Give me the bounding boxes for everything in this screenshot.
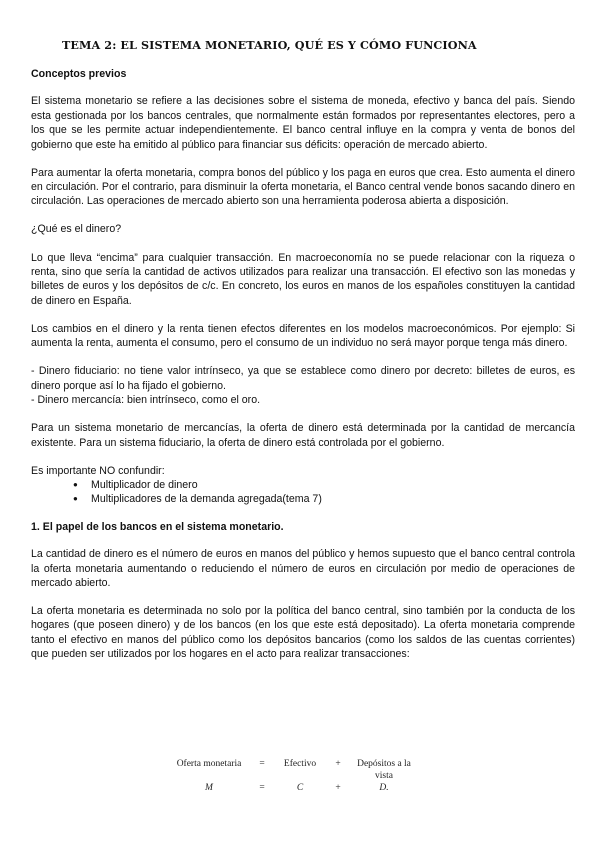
commodity-money-line: - Dinero mercancía: bien intrínseco, como el oro. bbox=[31, 393, 261, 406]
paragraph-2: Para aumentar la oferta monetaria, compra bonos del público y los paga en euros que crea. Esto aumenta el dinero en circulación. Por el contrario, para disminuir la oferta monetaria, el Banco central vende bonos sacando dinero en circulación. Las operaciones de mercado abierto son una herramienta poderosa abierta a disposición. bbox=[31, 166, 575, 208]
formula-symbol: C bbox=[296, 783, 304, 793]
question-heading: ¿Qué es el dinero? bbox=[31, 223, 122, 236]
list-item: ● Multiplicador de dinero bbox=[91, 478, 575, 492]
paragraph-1: El sistema monetario se refiere a las decisiones sobre el sistema de moneda, efectivo y banca del país. Siendo esta gestionada por los bancos centrales, que normalmente están formados por representantes electores, pero a los que se les permite actuar independientemente. El banco central influye en la compra y venta de bonos del gobierno que este ha emitido al público para financiar sus déficits: operación de mercado abierto. bbox=[31, 95, 575, 151]
paragraph-4: Los cambios en el dinero y la renta tienen efectos diferentes en los modelos macroeconómicos. Por ejemplo: Si aumenta la renta, aumenta el consumo, pero el consumo de un individuo no será mayor porque tenga más dinero. bbox=[31, 322, 575, 350]
bullet-list bbox=[31, 478, 575, 507]
formula-row-words bbox=[168, 758, 418, 782]
formula-operator: + bbox=[335, 759, 341, 769]
formula-operator: + bbox=[335, 783, 341, 793]
formula-term: Depósitos a la vista bbox=[357, 759, 411, 781]
important-intro: Es importante NO confundir: bbox=[31, 464, 165, 477]
formula-operator: = bbox=[259, 783, 265, 793]
formula-term: Efectivo bbox=[283, 759, 317, 769]
document-body bbox=[31, 67, 575, 675]
document-title: TEMA 2: EL SISTEMA MONETARIO, QUÉ ES Y CÓMO FUNCIONA bbox=[62, 38, 477, 52]
paragraph-7: La oferta monetaria es determinada no solo por la política del banco central, sino también por la conducta de los hogares (que poseen dinero) y de los bancos (en los que este está depositado). La oferta monetaria comprende tanto el efectivo en manos del público como los depósitos bancarios (como los saldos de las cuentas corrientes) que pueden ser utilizados por los hogares en el acto para realizar transacciones: bbox=[31, 604, 575, 661]
formula-symbol: D. bbox=[379, 783, 389, 793]
fiat-money-line: - Dinero fiduciario: no tiene valor intrínseco, ya que se establece como dinero por decreto: billetes de euros, es dinero porque así lo ha fijado el gobierno. bbox=[31, 365, 575, 392]
formula-term: Oferta monetaria bbox=[176, 759, 242, 769]
money-types bbox=[31, 364, 575, 407]
paragraph-6: La cantidad de dinero es el número de euros en manos del público y hemos supuesto que el banco central controla la oferta monetaria aumentando o reduciendo el número de euros en circulación por medio de operaciones de mercado abierto. bbox=[31, 548, 575, 590]
money-supply-formula bbox=[168, 758, 418, 794]
paragraph-3: Lo que lleva “encima” para cualquier transacción. En macroeconomía no se puede relacionar con la riqueza o renta, sino que sería la cantidad de activos utilizados para realizar una transacción. El efectivo son las monedas y billetes de euros y los depósitos de c/c. En concreto, los euros en manos de los españoles constituyen la cantidad de dinero en España. bbox=[31, 251, 575, 307]
section-heading-conceptos: Conceptos previos bbox=[31, 68, 127, 80]
formula-operator: = bbox=[259, 759, 265, 769]
list-item: ● Multiplicadores de la demanda agregada(tema 7) bbox=[91, 492, 575, 506]
section-heading-bancos: 1. El papel de los bancos en el sistema monetario. bbox=[31, 520, 284, 533]
formula-symbol: M bbox=[205, 783, 213, 793]
formula-row-symbols bbox=[168, 782, 418, 794]
paragraph-5: Para un sistema monetario de mercancías, la oferta de dinero está determinada por la cantidad de mercancía existente. Para un sistema fiduciario, la oferta de dinero está controlada por el gobierno. bbox=[31, 422, 575, 449]
